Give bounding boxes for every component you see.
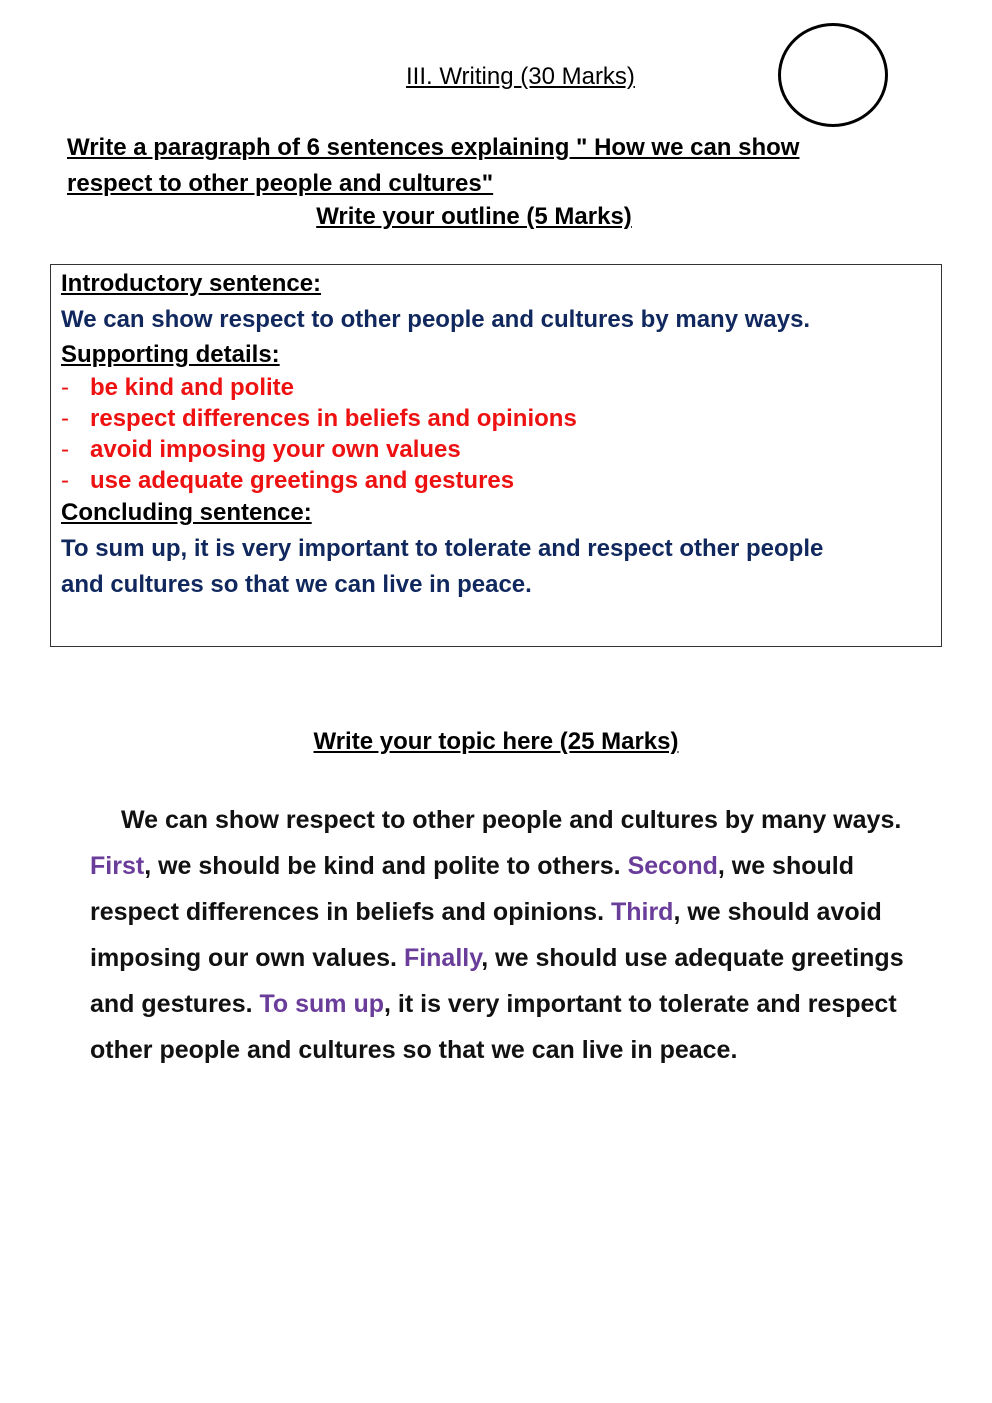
supporting-detail: use adequate greetings and gestures	[90, 467, 515, 494]
essay-sentence: , we should be kind and polite to others.	[144, 852, 628, 880]
bullet-dash: -	[61, 436, 69, 463]
transition-word: Third	[610, 898, 674, 926]
transition-word: To sum up	[259, 990, 385, 1018]
essay-sentence: , we should avoid imposing our own values.	[90, 898, 882, 972]
essay-sentence: , we should respect differences in beliefs and opinions.	[90, 852, 854, 926]
concluding-sentence: To sum up, it is very important to tolerate and respect other people and cultures so that we can live in peace.	[61, 535, 824, 598]
transition-word: First	[90, 852, 145, 880]
essay-paragraph	[90, 797, 920, 1073]
bullet-dash: -	[61, 405, 69, 432]
list-item	[61, 372, 941, 403]
bullet-dash: -	[61, 467, 69, 494]
intro-sentence: We can show respect to other people and cultures by many ways.	[61, 306, 811, 333]
essay-sentence: , it is very important to tolerate and respect other people and cultures so that we can live in peace.	[90, 990, 897, 1064]
section-title: III. Writing (30 Marks)	[406, 63, 635, 90]
topic-heading: Write your topic here (25 Marks)	[313, 728, 679, 755]
supporting-detail: be kind and polite	[90, 374, 295, 401]
transition-word: Second	[627, 852, 718, 880]
list-item	[61, 465, 941, 496]
supporting-detail: avoid imposing your own values	[90, 436, 461, 463]
concluding-label: Concluding sentence:	[61, 499, 312, 526]
list-item	[61, 403, 941, 434]
supporting-label: Supporting details:	[61, 341, 280, 368]
writing-prompt	[67, 130, 907, 202]
essay-sentence: We can show respect to other people and cultures by many ways.	[121, 806, 902, 834]
transition-word: Finally	[403, 944, 482, 972]
supporting-detail: respect differences in beliefs and opinions	[90, 405, 577, 432]
essay-sentence: , we should use adequate greetings and gestures.	[90, 944, 904, 1018]
score-circle	[778, 23, 888, 127]
prompt-line-1: Write a paragraph of 6 sentences explaining " How we can show	[67, 134, 800, 161]
outline-box	[50, 264, 942, 647]
bullet-dash: -	[61, 374, 69, 401]
list-item	[61, 434, 941, 465]
supporting-details-list	[61, 372, 941, 496]
intro-label: Introductory sentence:	[61, 270, 322, 297]
prompt-line-2: respect to other people and cultures"	[67, 170, 494, 197]
outline-heading: Write your outline (5 Marks)	[316, 203, 632, 230]
